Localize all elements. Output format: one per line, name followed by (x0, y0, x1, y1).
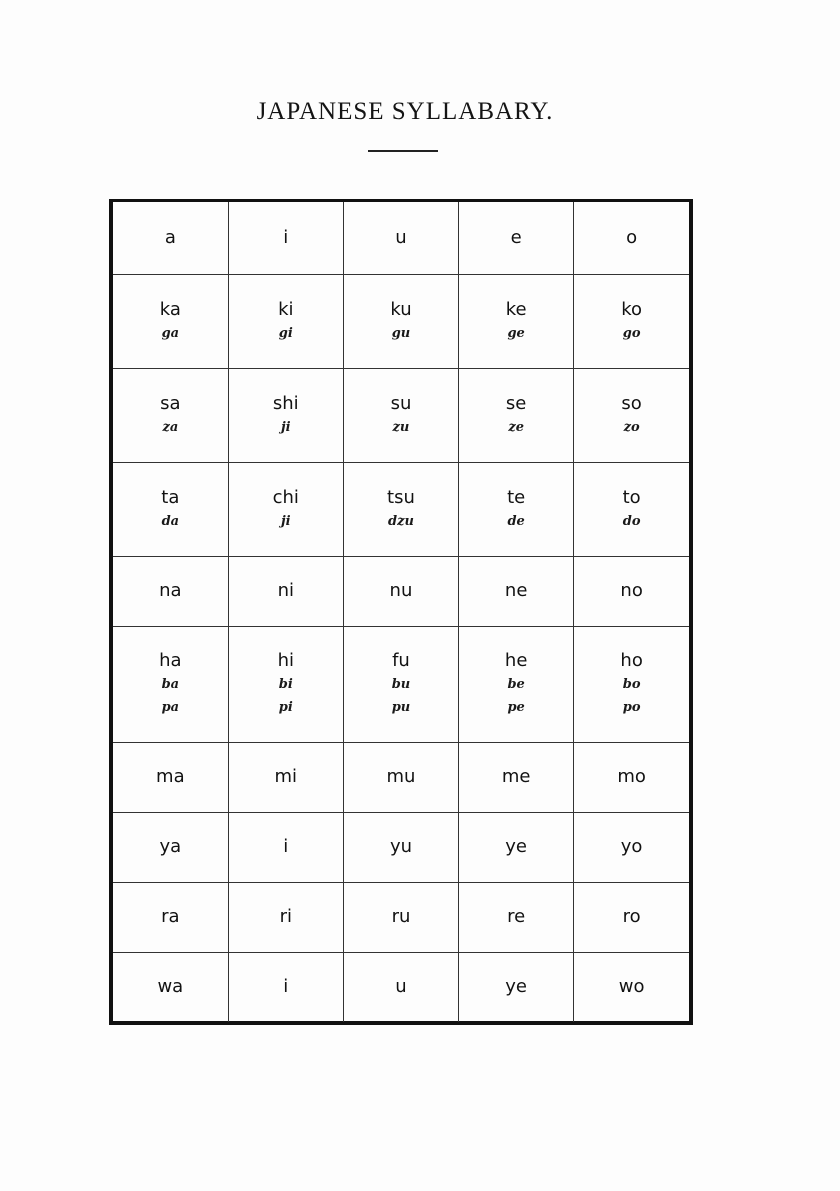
syllable-cell (228, 882, 343, 952)
table-row (113, 556, 689, 626)
syllable-main: na (159, 580, 182, 601)
table-row (113, 882, 689, 952)
syllable-cell (574, 952, 689, 1022)
syllable-variant: ga (161, 325, 180, 341)
syllable-main: shi (272, 392, 299, 414)
syllable-variant: pi (278, 700, 293, 715)
syllable-cell (343, 626, 458, 742)
syllabary-table-frame (109, 199, 693, 1025)
syllable-cell (113, 882, 228, 952)
syllable-main: ho (620, 650, 643, 671)
syllable-variant: zo (623, 419, 640, 435)
syllable-cell (343, 462, 458, 556)
syllable-cell (343, 202, 458, 274)
syllable-cell (228, 462, 343, 556)
syllable-cell (228, 952, 343, 1022)
syllable-variant: ji (280, 419, 291, 435)
syllable-variant: ba (161, 677, 180, 692)
syllable-variant: zu (392, 419, 410, 435)
syllable-cell (343, 742, 458, 812)
syllable-main: ne (504, 580, 528, 601)
syllable-cell (574, 812, 689, 882)
syllable-variant: pe (507, 700, 525, 715)
syllable-cell (343, 812, 458, 882)
syllable-main: chi (272, 486, 299, 508)
syllable-cell (459, 202, 574, 274)
syllable-cell (574, 882, 689, 952)
syllable-variant: do (622, 513, 641, 529)
syllable-main: mu (386, 766, 416, 787)
syllable-cell (343, 368, 458, 462)
syllable-main: i (283, 226, 289, 248)
syllable-variant: bo (622, 677, 641, 692)
syllable-cell (113, 556, 228, 626)
syllable-cell (113, 202, 228, 274)
syllable-cell (343, 556, 458, 626)
syllable-main: wo (618, 976, 645, 998)
syllable-variant: po (622, 700, 641, 715)
syllable-cell (343, 882, 458, 952)
syllable-main: su (390, 392, 412, 414)
syllable-main: a (164, 226, 176, 248)
syllable-cell (459, 952, 574, 1022)
syllable-main: mo (617, 766, 646, 787)
syllable-cell (459, 882, 574, 952)
table-row (113, 202, 689, 274)
syllable-cell (459, 742, 574, 812)
syllable-cell (574, 626, 689, 742)
syllable-variant: go (622, 325, 641, 341)
table-row (113, 742, 689, 812)
syllable-variant: ze (508, 419, 524, 435)
syllable-cell (228, 742, 343, 812)
syllable-cell (574, 462, 689, 556)
syllable-cell (574, 556, 689, 626)
syllable-main: e (510, 226, 522, 248)
syllable-main: yo (620, 836, 643, 857)
syllable-main: ru (391, 906, 411, 927)
syllable-main: te (507, 486, 526, 508)
syllable-main: ya (159, 836, 182, 857)
syllable-main: ko (621, 298, 643, 320)
syllable-cell (113, 462, 228, 556)
syllable-cell (228, 202, 343, 274)
syllable-variant: de (507, 513, 525, 529)
syllable-cell (113, 952, 228, 1022)
syllable-cell (228, 274, 343, 368)
syllable-main: tsu (387, 486, 415, 508)
syllable-main: ma (156, 766, 185, 787)
syllable-cell (228, 812, 343, 882)
syllable-variant: gu (391, 325, 411, 341)
syllable-cell (459, 626, 574, 742)
syllable-cell (113, 626, 228, 742)
syllable-cell (228, 626, 343, 742)
syllable-cell (113, 812, 228, 882)
syllable-cell (459, 462, 574, 556)
table-row (113, 274, 689, 368)
syllable-main: nu (389, 580, 413, 601)
syllable-main: to (622, 486, 641, 508)
syllable-main: so (621, 392, 642, 414)
syllable-main: ta (161, 486, 180, 508)
syllable-cell (574, 202, 689, 274)
syllable-cell (574, 742, 689, 812)
title-rule (368, 150, 438, 152)
syllable-main: sa (160, 392, 181, 414)
syllable-cell (574, 368, 689, 462)
page-title: JAPANESE SYLLABARY. (256, 98, 554, 125)
syllable-main: i (283, 976, 289, 998)
syllable-main: ye (505, 836, 528, 857)
syllable-variant: gi (278, 325, 293, 341)
syllable-variant: be (507, 677, 525, 692)
syllable-variant: ji (280, 513, 291, 529)
syllable-main: wa (157, 976, 184, 998)
syllable-main: se (505, 392, 527, 414)
syllable-main: me (501, 766, 531, 787)
syllable-variant: ge (507, 325, 525, 341)
syllable-variant: da (161, 513, 180, 529)
syllable-main: fu (392, 650, 410, 671)
syllable-variant: pa (161, 700, 180, 715)
syllable-cell (228, 556, 343, 626)
syllable-cell (228, 368, 343, 462)
syllable-cell (113, 742, 228, 812)
syllable-main: mi (274, 766, 298, 787)
syllable-cell (459, 812, 574, 882)
syllable-cell (459, 274, 574, 368)
syllable-cell (574, 274, 689, 368)
syllable-main: u (395, 976, 407, 998)
syllable-cell (343, 274, 458, 368)
syllable-main: ni (277, 580, 294, 601)
syllable-cell (459, 368, 574, 462)
syllable-main: ri (279, 906, 292, 927)
syllable-main: ki (278, 298, 294, 320)
table-row (113, 462, 689, 556)
syllable-main: ra (161, 906, 180, 927)
syllable-main: yu (389, 836, 412, 857)
syllable-variant: za (162, 419, 179, 435)
syllable-main: ku (390, 298, 412, 320)
syllable-variant: pu (391, 700, 411, 715)
syllabary-table (113, 202, 689, 1022)
syllable-variant: dzu (388, 513, 414, 529)
syllable-variant: bu (391, 677, 411, 692)
syllable-main: ha (159, 650, 182, 671)
table-row (113, 368, 689, 462)
table-row (113, 952, 689, 1022)
syllable-main: ro (622, 906, 641, 927)
syllable-main: i (283, 836, 289, 857)
syllable-variant: bi (278, 677, 293, 692)
syllable-cell (113, 274, 228, 368)
syllable-main: ka (159, 298, 181, 320)
table-row (113, 626, 689, 742)
syllable-main: no (620, 580, 643, 601)
syllable-main: u (395, 226, 407, 248)
syllabary-body (113, 202, 689, 1022)
syllable-main: hi (277, 650, 294, 671)
syllable-main: ye (505, 976, 528, 998)
syllable-main: re (507, 906, 526, 927)
syllable-main: o (626, 226, 638, 248)
syllable-main: he (504, 650, 528, 671)
syllable-main: ke (505, 298, 527, 320)
syllable-cell (343, 952, 458, 1022)
syllable-cell (113, 368, 228, 462)
syllable-cell (459, 556, 574, 626)
table-row (113, 812, 689, 882)
